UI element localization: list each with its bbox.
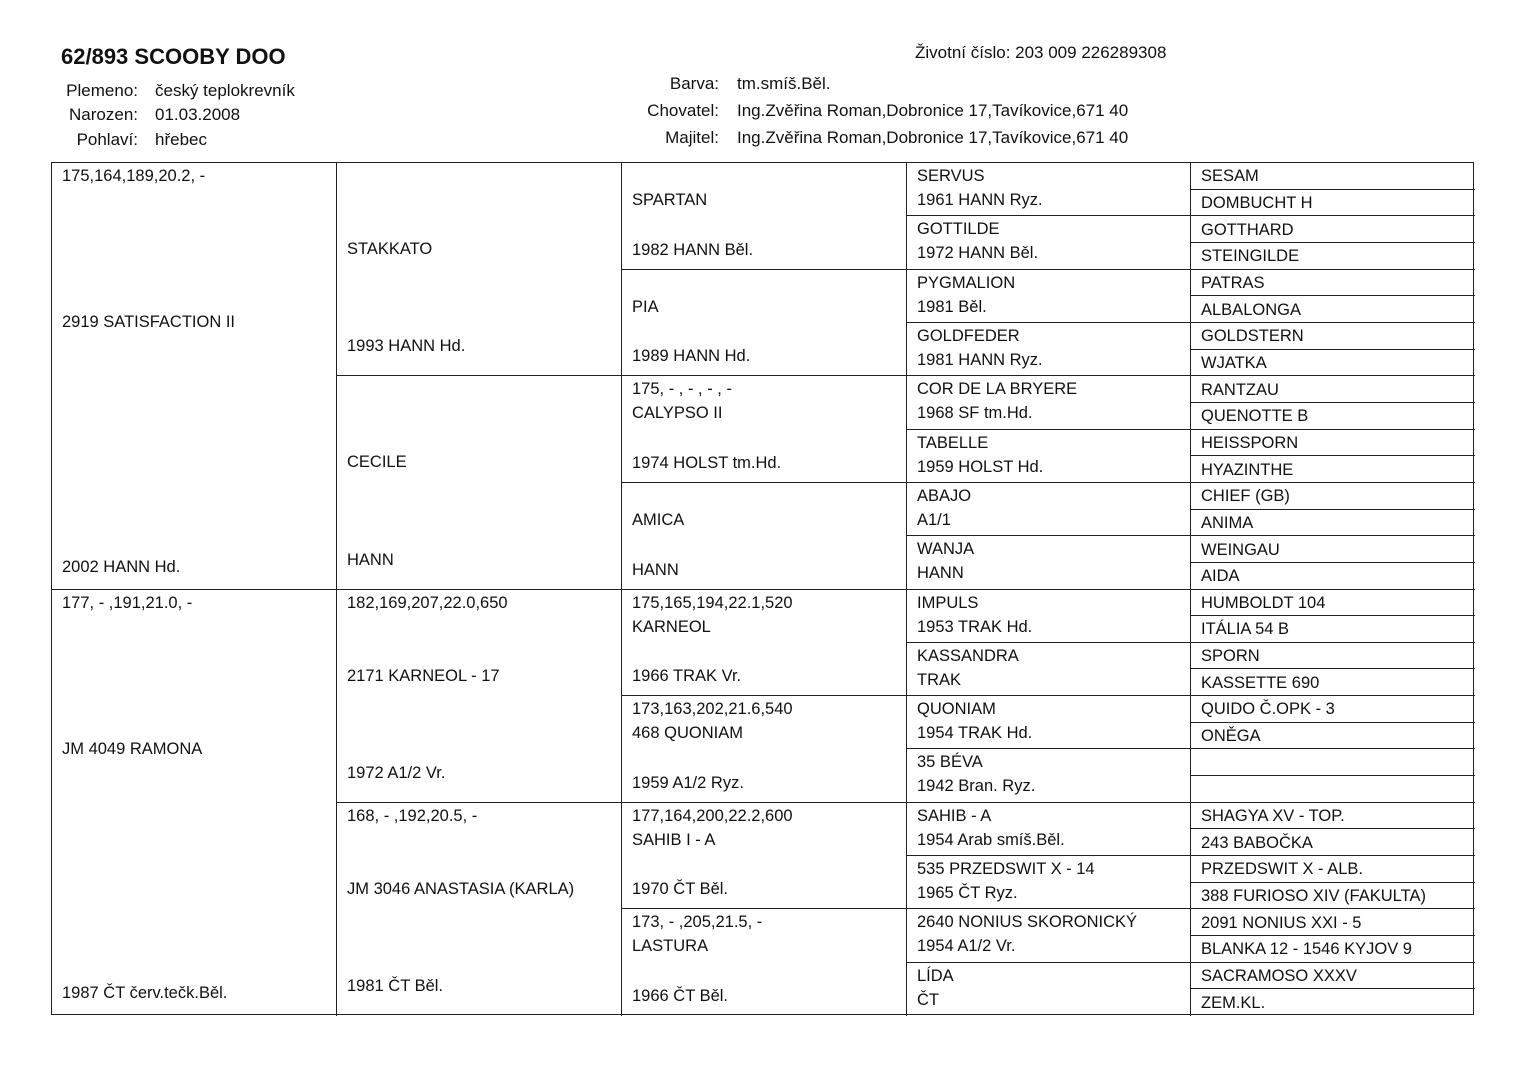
pedigree-cell-gen1 — [52, 590, 337, 1017]
pedigree-cell-gen4 — [907, 536, 1191, 589]
horse-name: SAHIB I - A — [632, 830, 716, 849]
horse-name: CHIEF (GB) — [1201, 487, 1290, 506]
pedigree-cell-gen3 — [622, 696, 907, 803]
horse-name: QUIDO Č.OPK - 3 — [1201, 700, 1335, 719]
pedigree-cell-gen5 — [1191, 323, 1475, 350]
horse-name: STEINGILDE — [1201, 247, 1300, 266]
pedigree-cell-gen1 — [52, 163, 337, 590]
horse-info: HANN — [632, 560, 679, 579]
horse-name: LASTURA — [632, 937, 709, 956]
horse-name: SACRAMOSO XXXV — [1201, 967, 1357, 986]
horse-info: 1981 HANN Ryz. — [917, 350, 1043, 369]
horse-name: 35 BÉVA — [917, 753, 983, 772]
owner-value: Ing.Zvěřina Roman,Dobronice 17,Tavíkovice,671 40 — [737, 128, 1129, 147]
breed-label: Plemeno: — [66, 81, 138, 100]
horse-info: A1/1 — [917, 510, 951, 529]
pedigree-cell-gen2 — [337, 803, 622, 1016]
horse-info: 1942 Bran. Ryz. — [917, 777, 1036, 796]
pedigree-cell-gen5 — [1191, 563, 1475, 590]
horse-name: ITÁLIA 54 B — [1201, 620, 1290, 639]
horse-name: QUONIAM — [917, 700, 996, 719]
horse-name: SESAM — [1201, 167, 1259, 186]
pedigree-cell-gen5 — [1191, 669, 1475, 696]
horse-name: LÍDA — [917, 966, 954, 985]
pedigree-cell-gen4 — [907, 270, 1191, 323]
pedigree-cell-gen5 — [1191, 883, 1475, 910]
horse-name: STAKKATO — [347, 240, 433, 258]
pedigree-cell-gen4 — [907, 643, 1191, 696]
horse-name: WJATKA — [1201, 353, 1267, 372]
pedigree-cell-gen3 — [622, 909, 907, 1016]
pedigree-cell-gen3 — [622, 270, 907, 377]
pedigree-cell-gen4 — [907, 590, 1191, 643]
pedigree-cell-gen2 — [337, 376, 622, 589]
horse-name: WEINGAU — [1201, 540, 1280, 559]
pedigree-cell-gen4 — [907, 163, 1191, 216]
horse-name: PRZEDSWIT X - ALB. — [1201, 860, 1363, 879]
measurements: 175,164,189,20.2, - — [62, 167, 206, 185]
pedigree-cell-gen4 — [907, 749, 1191, 802]
pedigree-cell-gen2 — [337, 163, 622, 376]
horse-name: AIDA — [1201, 567, 1240, 586]
measurements: 175,165,194,22.1,520 — [632, 593, 793, 612]
horse-info: 1989 HANN Hd. — [632, 347, 751, 366]
pedigree-cell-gen4 — [907, 323, 1191, 376]
pedigree-cell-gen5 — [1191, 963, 1475, 990]
horse-name: ANIMA — [1201, 513, 1254, 532]
pedigree-cell-gen3 — [622, 376, 907, 483]
measurements: 177,164,200,22.2,600 — [632, 806, 793, 825]
horse-name: GOTTHARD — [1201, 220, 1294, 239]
horse-info: 1954 Arab smíš.Běl. — [917, 830, 1065, 849]
pedigree-cell-gen5 — [1191, 536, 1475, 563]
pedigree-cell-gen5 — [1191, 430, 1475, 457]
color-label: Barva: — [669, 74, 719, 93]
horse-name: HUMBOLDT 104 — [1201, 593, 1326, 612]
horse-name: TABELLE — [917, 433, 989, 452]
pedigree-cell-gen5 — [1191, 723, 1475, 750]
horse-name: KARNEOL — [632, 617, 711, 636]
horse-info: 1968 SF tm.Hd. — [917, 404, 1033, 423]
pedigree-cell-gen5 — [1191, 829, 1475, 856]
horse-name: SHAGYA XV - TOP. — [1201, 807, 1345, 826]
horse-name: 2091 NONIUS XXI - 5 — [1201, 913, 1362, 932]
horse-name: ZEM.KL. — [1201, 993, 1266, 1012]
pedigree-cell-gen5 — [1191, 163, 1475, 190]
horse-info: 1954 TRAK Hd. — [917, 724, 1033, 743]
horse-name: SAHIB - A — [917, 806, 992, 825]
horse-name: GOTTILDE — [917, 220, 1000, 239]
horse-name: KASSANDRA — [917, 646, 1019, 665]
pedigree-cell-gen4 — [907, 803, 1191, 856]
horse-name: SERVUS — [917, 167, 985, 185]
measurements: 173,163,202,21.6,540 — [632, 700, 793, 719]
pedigree-cell-gen4 — [907, 856, 1191, 909]
pedigree-cell-gen5 — [1191, 643, 1475, 670]
horse-info: 1961 HANN Ryz. — [917, 191, 1043, 209]
born-value: 01.03.2008 — [155, 105, 241, 124]
pedigree-cell-gen5 — [1191, 856, 1475, 883]
horse-info: 1974 HOLST tm.Hd. — [632, 453, 782, 472]
pedigree-cell-gen5 — [1191, 190, 1475, 217]
measurements: 182,169,207,22.0,650 — [347, 593, 508, 612]
horse-name: BLANKA 12 - 1546 KYJOV 9 — [1201, 940, 1412, 959]
horse-name: ABAJO — [917, 486, 972, 505]
breeder-label: Chovatel: — [647, 101, 719, 120]
horse-name: IMPULS — [917, 593, 979, 612]
pedigree-cell-gen5 — [1191, 270, 1475, 297]
pedigree-cell-gen5 — [1191, 616, 1475, 643]
pedigree-cell-gen5 — [1191, 696, 1475, 723]
sex-value: hřebec — [155, 130, 207, 149]
measurements: 168, - ,192,20.5, - — [347, 806, 478, 825]
horse-info: 1981 ČT Běl. — [347, 977, 444, 995]
pedigree-cell-gen3 — [622, 590, 907, 697]
horse-name: JM 3046 ANASTASIA (KARLA) — [347, 879, 575, 898]
pedigree-cell-gen3 — [622, 163, 907, 270]
horse-name: GOLDFEDER — [917, 326, 1020, 345]
pedigree-cell-gen5 — [1191, 376, 1475, 403]
pedigree-cell-gen4 — [907, 696, 1191, 749]
horse-name: 2171 KARNEOL - 17 — [347, 666, 500, 685]
horse-name: WANJA — [917, 540, 975, 559]
pedigree-cell-gen4 — [907, 963, 1191, 1016]
horse-name: DOMBUCHT H — [1201, 193, 1313, 212]
horse-name: SPARTAN — [632, 191, 708, 209]
color-value: tm.smíš.Běl. — [737, 74, 831, 93]
pedigree-cell-gen4 — [907, 216, 1191, 269]
pedigree-cell-gen5 — [1191, 243, 1475, 270]
horse-name: HYAZINTHE — [1201, 460, 1294, 479]
horse-info: 1954 A1/2 Vr. — [917, 937, 1016, 956]
horse-info: 1966 TRAK Vr. — [632, 667, 742, 686]
pedigree-cell-gen4 — [907, 376, 1191, 429]
pedigree-cell-gen4 — [907, 909, 1191, 962]
pedigree-cell-gen3 — [622, 483, 907, 590]
pedigree-cell-gen5 — [1191, 456, 1475, 483]
breeder-value: Ing.Zvěřina Roman,Dobronice 17,Tavíkovice,671 40 — [737, 101, 1129, 120]
horse-info: HANN — [347, 550, 394, 569]
horse-name: 2919 SATISFACTION II — [62, 313, 236, 331]
horse-name: CECILE — [347, 453, 407, 472]
pedigree-cell-gen5 — [1191, 510, 1475, 537]
horse-info: 1993 HANN Hd. — [347, 337, 466, 356]
horse-name: PIA — [632, 297, 659, 316]
horse-name: QUENOTTE B — [1201, 407, 1309, 426]
pedigree-cell-gen3 — [622, 803, 907, 910]
horse-name: KASSETTE 690 — [1201, 673, 1320, 692]
horse-info: TRAK — [917, 670, 962, 689]
horse-info: 1972 HANN Běl. — [917, 244, 1039, 263]
horse-info: 1970 ČT Běl. — [632, 880, 729, 899]
horse-info: 1972 A1/2 Vr. — [347, 763, 446, 782]
pedigree-cell-gen5 — [1191, 909, 1475, 936]
measurements: 175, - , - , - , - — [632, 380, 732, 399]
horse-info: ČT — [917, 990, 939, 1009]
horse-info: HANN — [917, 564, 964, 583]
horse-name: 243 BABOČKA — [1201, 833, 1313, 852]
horse-name: 468 QUONIAM — [632, 724, 743, 743]
life-number: Životní číslo: 203 009 226289308 — [915, 43, 1167, 62]
measurements: 177, - ,191,21.0, - — [62, 593, 193, 612]
horse-name: AMICA — [632, 510, 685, 529]
horse-info: 1965 ČT Ryz. — [917, 884, 1018, 903]
horse-name: COR DE LA BRYERE — [917, 380, 1078, 399]
horse-name: 2640 NONIUS SKORONICKÝ — [917, 913, 1138, 932]
horse-name: JM 4049 RAMONA — [62, 739, 203, 758]
horse-info: 1981 Běl. — [917, 297, 987, 316]
measurements: 173, - ,205,21.5, - — [632, 913, 763, 932]
horse-name: PATRAS — [1201, 273, 1265, 292]
horse-name: ONĚGA — [1201, 727, 1261, 746]
horse-name: 535 PRZEDSWIT X - 14 — [917, 860, 1095, 879]
horse-name: SPORN — [1201, 647, 1260, 666]
horse-name: RANTZAU — [1201, 380, 1279, 399]
horse-info: 1966 ČT Běl. — [632, 987, 729, 1005]
pedigree-cell-gen5 — [1191, 483, 1475, 510]
horse-name: PYGMALION — [917, 273, 1016, 292]
born-label: Narozen: — [69, 105, 138, 124]
horse-info: 1982 HANN Běl. — [632, 240, 754, 259]
pedigree-cell-gen5 — [1191, 803, 1475, 830]
pedigree-cell-gen4 — [907, 483, 1191, 536]
horse-info: 1959 A1/2 Ryz. — [632, 773, 744, 792]
sex-label: Pohlaví: — [76, 130, 138, 149]
horse-title: 62/893 SCOOBY DOO — [61, 44, 286, 69]
breed-value: český teplokrevník — [155, 81, 295, 100]
pedigree-cell-gen5 — [1191, 350, 1475, 377]
horse-name: 388 FURIOSO XIV (FAKULTA) — [1201, 887, 1426, 906]
pedigree-cell-gen5 — [1191, 776, 1475, 803]
horse-info: 1959 HOLST Hd. — [917, 457, 1044, 476]
pedigree-cell-gen5 — [1191, 749, 1475, 776]
horse-info: 2002 HANN Hd. — [62, 557, 181, 576]
pedigree-cell-gen4 — [907, 430, 1191, 483]
pedigree-cell-gen2 — [337, 590, 622, 803]
horse-name: GOLDSTERN — [1201, 327, 1304, 346]
horse-info: 1987 ČT červ.tečk.Běl. — [62, 984, 228, 1002]
horse-name: ALBALONGA — [1201, 300, 1301, 319]
horse-name: CALYPSO II — [632, 404, 723, 423]
horse-info: 1953 TRAK Hd. — [917, 617, 1033, 636]
pedigree-cell-gen5 — [1191, 936, 1475, 963]
pedigree-cell-gen5 — [1191, 590, 1475, 617]
pedigree-cell-gen5 — [1191, 403, 1475, 430]
pedigree-cell-gen5 — [1191, 296, 1475, 323]
pedigree-cell-gen5 — [1191, 216, 1475, 243]
horse-name: HEISSPORN — [1201, 433, 1299, 452]
owner-label: Majitel: — [665, 128, 719, 147]
pedigree-cell-gen5 — [1191, 989, 1475, 1016]
pedigree-table — [51, 162, 1474, 1015]
